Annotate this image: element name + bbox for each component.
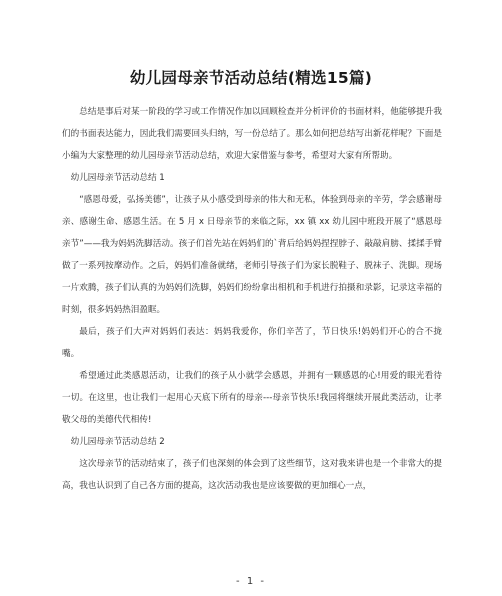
body-paragraph: 希望通过此类感恩活动，让我们的孩子从小就学会感恩，并拥有一颗感恩的心!用爱的眼光看待一切。在这里，也让我们一起用心天底下所有的母亲---母亲节快乐!我园将继续开展此类活动，让孝敬父母的美德代代相传! [62, 371, 442, 425]
document-body [62, 101, 442, 497]
body-paragraph: 最后，孩子们大声对妈妈们表达：妈妈我爱你，你们辛苦了，节日快乐!妈妈们开心的合不拢嘴。 [62, 327, 442, 359]
document-title: 幼儿园母亲节活动总结(精选15篇) [129, 69, 373, 87]
section-heading-1: 幼儿园母亲节活动总结 1 [70, 173, 165, 183]
intro-paragraph: 总结是事后对某一阶段的学习或工作情况作加以回顾检查并分析评价的书面材料，他能够提升我们的书面表达能力，因此我们需要回头归纳，写一份总结了。那么如何把总结写出新花样呢？下面是小编为大家整理的幼儿园母亲节活动总结，欢迎大家借鉴与参考，希望对大家有所帮助。 [62, 107, 442, 161]
section-heading-2: 幼儿园母亲节活动总结 2 [70, 437, 165, 447]
body-paragraph: 这次母亲节的活动结束了，孩子们也深刻的体会到了这些细节，这对我来讲也是一个非常大的提高，我也认识到了自己各方面的提高，这次活动我也是应该要做的更加细心一点， [62, 459, 442, 491]
page-number: - 1 - [236, 576, 266, 587]
body-paragraph: “感恩母爱，弘扬美德”，让孩子从小感受到母亲的伟大和无私，体验到母亲的辛劳，学会感谢母亲、感谢生命、感恩生活。在 5 月 x 日母亲节的来临之际，xx 镇 xx 幼儿园中班段开展了“感恩母亲节”——我为妈妈洗脚活动。孩子们首先站在妈妈们的`背后给妈妈捏捏脖子、敲敲肩膀、揉揉手臂做了一系列按摩动作。之后，妈妈们准备就绪，老师引导孩子们为家长脱鞋子、脱袜子、洗脚。现场一片欢腾，孩子们认真的为妈妈们洗脚，妈妈们纷纷拿出相机和手机进行拍摄和录影，记录这幸福的时刻，很多妈妈热泪盈眶。 [62, 195, 442, 315]
